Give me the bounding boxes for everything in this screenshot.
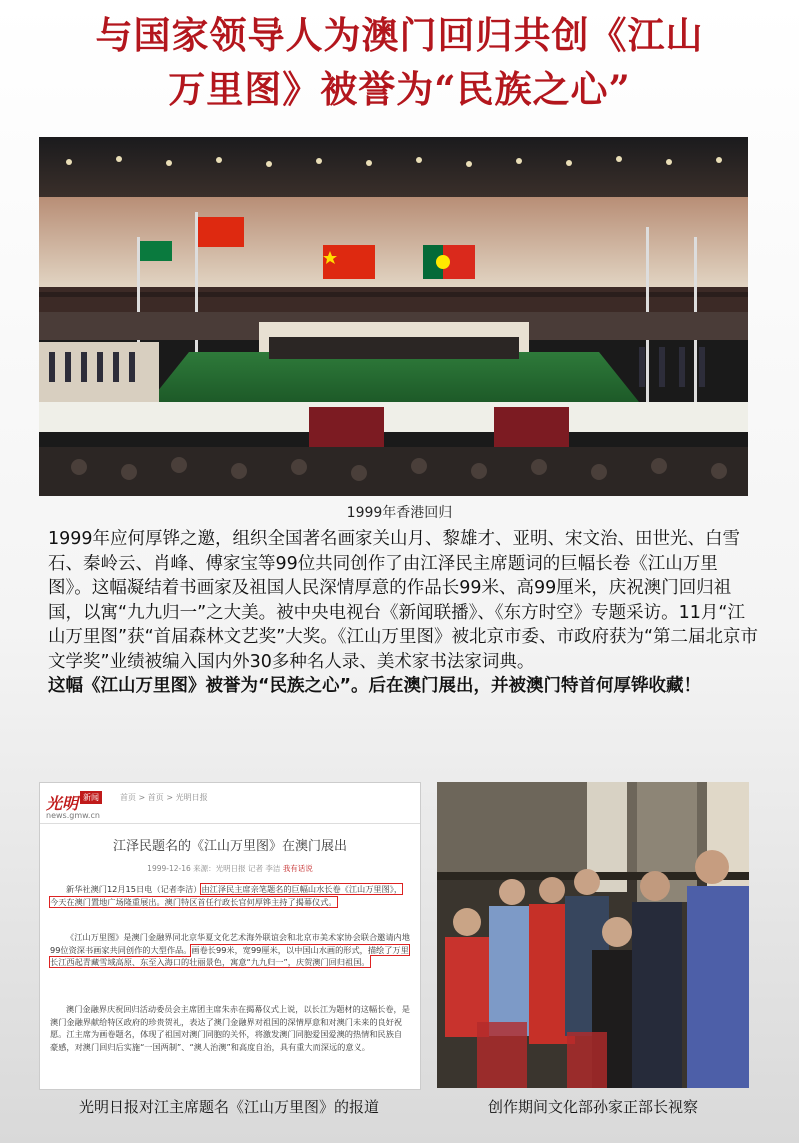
- news-p1-highlight: 由江泽民主席亲笔题名的巨幅山水长卷《江山万里图》，今天在澳门置地广场隆重展出。澳门特区首任行政长官何厚铧主持了揭幕仪式。: [50, 884, 403, 907]
- news-date-source: 1999-12-16 来源：光明日报 记者 李洁: [147, 864, 281, 873]
- news-badge: 新闻: [80, 791, 102, 804]
- news-caption: 光明日报对江主席题名《江山万里图》的报道: [78, 1098, 379, 1116]
- news-p2-highlight: 画卷长99米，宽99厘米，以中国山水画的形式，描绘了万里长江西起青藏雪域高原、东至入海口的壮丽景色，寓意“九九归一”，庆贺澳门回归祖国。: [50, 944, 409, 967]
- title-line-1: 与国家领导人为澳门回归共创《江山: [95, 13, 704, 57]
- news-paragraph-2: [50, 931, 410, 969]
- side-photo-caption: 创作期间文化部孙家正部长视察: [487, 1098, 698, 1116]
- breadcrumb: 首页 > 首页 > 光明日报: [120, 793, 208, 802]
- minister-visit-photo: [437, 782, 749, 1088]
- divider: [40, 823, 420, 824]
- news-paragraph-1: [50, 883, 410, 908]
- title-line-2: 万里图》被誉为“民族之心”: [168, 67, 631, 111]
- gmw-logo: 光明: [46, 794, 79, 813]
- newspaper-clipping: [39, 782, 421, 1090]
- body-paragraph: 1999年应何厚铧之邀，组织全国著名画家关山月、黎雄才、亚明、宋文治、田世光、白雪石、秦岭云、肖峰、傅家宝等99位共同创作了由江泽民主席题词的巨幅长卷《江山万里图》。这幅凝结着书画家及祖国人民深情厚意的作品长99米、高99厘米，庆祝澳门回归祖国，以寓“九九归一”之大美。被中央电视台《新闻联播》、《东方时空》专题采访。11月“江山万里图”获“首届森林文艺奖”大奖。《江山万里图》被北京市委、市政府获为“第二届北京市文学奖”业绩被编入国内外30多种名人录、美术家书法家词典。: [48, 529, 759, 672]
- news-paragraph-3: 澳门金融界庆祝回归活动委员会主席团主席朱赤在揭幕仪式上说，以长江为题材的这幅长卷，是澳门金融界献给特区政府的珍贵贺礼，表达了澳门金融界对祖国的深情厚意和对澳门未来的良好祝愿。江主席为画卷题名，体现了祖国对澳门同胞的关怀，将激发澳门同胞爱国爱澳的热情和民族自豪感，对澳门回归后实施“一国两制”、“澳人治澳”和高度自治，具有重大而深远的意义。: [50, 1004, 410, 1052]
- news-headline: 江泽民题名的《江山万里图》在澳门展出: [112, 839, 347, 854]
- news-meta: [40, 863, 420, 874]
- news-site-url: news.gmw.cn: [46, 811, 100, 820]
- news-p1-lead: 新华社澳门12月15日电（记者李洁）: [66, 884, 202, 894]
- body-text: [48, 527, 760, 699]
- comment-link: 我有话说: [282, 864, 313, 873]
- handover-ceremony-photo: [39, 137, 748, 496]
- body-bold-statement: 这幅《江山万里图》被誉为“民族之心”。后在澳门展出，并被澳门特首何厚铧收藏！: [48, 676, 702, 696]
- page-title: [0, 8, 799, 116]
- main-photo-caption: 1999年香港回归: [346, 505, 453, 521]
- news-p2-lead: 《江山万里图》是澳门金融界同北京华夏文化艺术海外联谊会和北京市美术家协会联合邀请内地99位资深书画家共同创作的大型作品。: [50, 932, 410, 955]
